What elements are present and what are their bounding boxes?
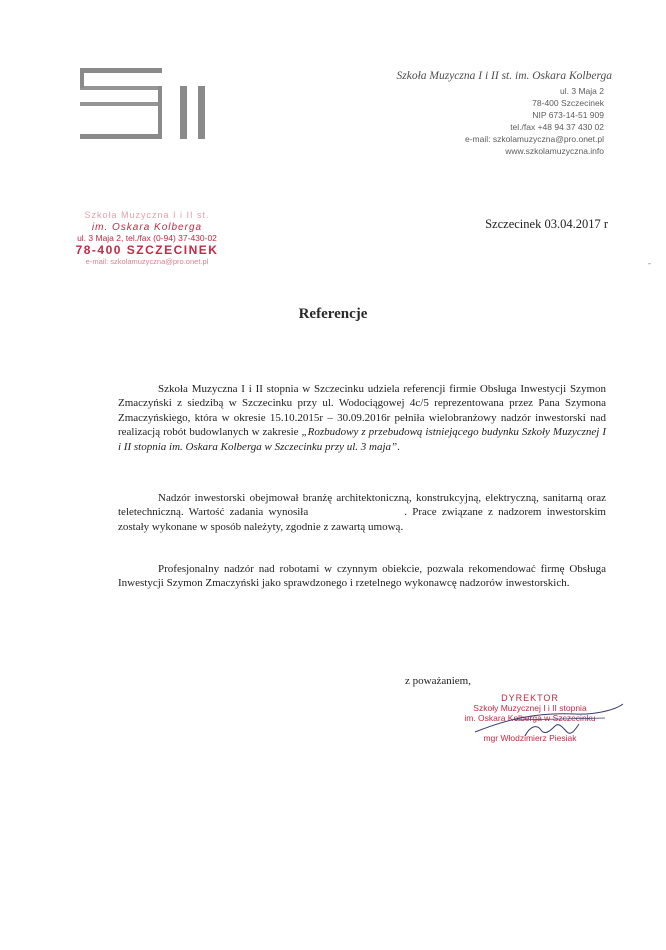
paragraph-2-text-b: . Prace związane z nadzorem inwestorskim zostały wykonane w sposób należyty, zgodnie z zawartą umową. (118, 506, 606, 533)
closing-text: z poważaniem, (405, 675, 471, 687)
stamp-line-1: Szkoła Muzyczna I i II st. (84, 210, 210, 220)
director-role: DYREKTOR (501, 693, 559, 703)
stamp-line-2: im. Oskara Kolberga (91, 222, 203, 233)
stamp-line-3: ul. 3 Maja 2, tel./fax (0-94) 37-430-02 (77, 233, 217, 243)
signature-icon (455, 690, 625, 750)
margin-mark: - (648, 258, 651, 268)
paragraph-2 (118, 491, 606, 534)
school-logo-icon (80, 68, 212, 140)
paragraph-1-end: . (397, 440, 400, 453)
web-line: www.szkolamuzyczna.info (505, 146, 604, 156)
stamp-line-4: 78-400 SZCZECINEK (75, 243, 219, 257)
city-line: 78-400 Szczecinek (532, 98, 604, 108)
email-line: e-mail: szkolamuzyczna@pro.onet.pl (464, 134, 604, 144)
director-name: mgr Włodzimierz Piesiak (483, 733, 577, 743)
director-line-2: im. Oskara Kolberga w Szczecinku (464, 713, 596, 723)
paragraph-2-text-a: Nadzór inwestorski obejmował branżę architektoniczną, konstrukcyjną, elektryczną, sanitarną oraz teletechniczną. Wartość zadania wynosiła (118, 492, 606, 519)
director-line-1: Szkoły Muzycznej I i II stopnia (473, 703, 587, 713)
school-stamp (52, 210, 242, 266)
project-name: „Rozbudowy z przebudową istniejącego budynku Szkoły Muzycznej I i II stopnia im. Oskara Kolberga w Szczecinku przy ul. 3 maja” (118, 426, 606, 453)
paragraph-3-text: Profesjonalny nadzór nad robotami w czynnym obiekcie, pozwala rekomendować firmę Obsługa Inwestycji Szymon Zmaczyński jako sprawdzonego i rzetelnego wykonawcę nadzorów inwestorskich. (118, 563, 606, 590)
stamp-line-5: e-mail: szkolamuzyczna@pro.onet.pl (85, 257, 209, 266)
school-name: Szkoła Muzyczna I i II st. im. Oskara Kolberga (396, 70, 612, 82)
paragraph-1-text: Szkoła Muzyczna I i II stopnia w Szczecinku udziela referencji firmie Obsługa Inwestycji Szymon Zmaczyński z siedzibą w Szczecinku przy ul. Wodociągowej 4c/5 reprezentowana przez Pana Szymona Zmaczyńskiego, która w okresie 15.10.2015r – 30.09.2016r pełniła wielobranżowy nadzór inwestorski nad realizacją robót budowlanych w zakresie (118, 383, 606, 439)
letter-date: Szczecinek 03.04.2017 r (485, 217, 608, 231)
phone-line: tel./fax +48 94 37 430 02 (510, 122, 604, 132)
address-line: ul. 3 Maja 2 (560, 86, 604, 96)
nip-line: NIP 673-14-51 909 (532, 110, 604, 120)
letter-title: Referencje (298, 306, 368, 322)
paragraph-1 (118, 382, 606, 454)
paragraph-3 (118, 562, 606, 591)
